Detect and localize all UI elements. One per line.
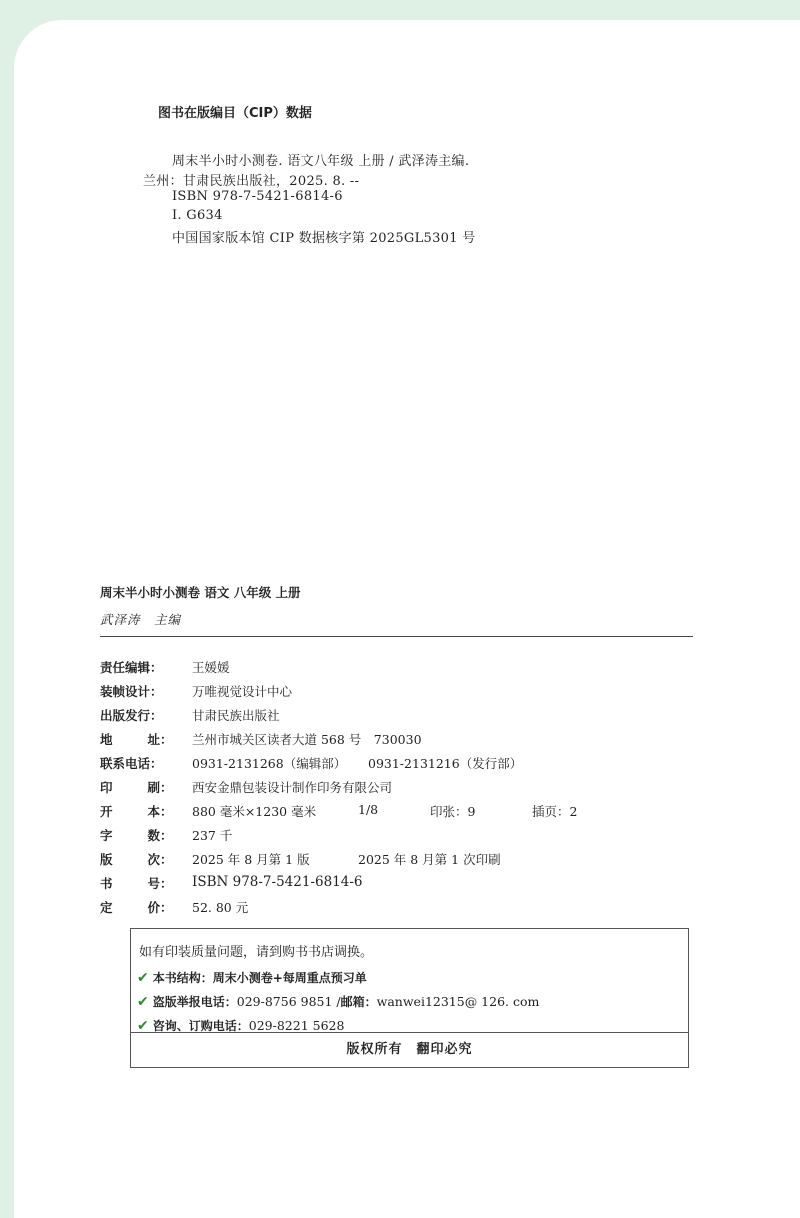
info-value: 西安金鼎包装设计制作印务有限公司 <box>192 780 393 795</box>
info-label: 版 次 ： <box>100 852 173 867</box>
info-value: 237 千 <box>192 828 233 843</box>
info-value-sheets: 印张：9 <box>430 804 476 819</box>
email-value: wanwei12315@ 126. com <box>376 994 540 1009</box>
structure-label: 本书结构： <box>152 971 213 985</box>
order-label: 咨询、订购电话： <box>152 1019 249 1033</box>
info-label: 责任编辑： <box>100 660 163 675</box>
notice-quality: 如有印装质量问题，请到购书书店调换。 <box>139 945 374 960</box>
piracy-value: 029-8756 9851 / <box>236 994 341 1009</box>
book-title: 周末半小时小测卷 语文 八年级 上册 <box>100 585 301 600</box>
info-value-size: 880 毫米×1230 毫米 <box>192 804 317 819</box>
info-label: 印 刷 ： <box>100 780 173 795</box>
notice-structure <box>137 969 367 986</box>
info-label: 定 价 ： <box>100 900 173 915</box>
info-label: 书 号 ： <box>100 876 173 891</box>
info-value-printing: 2025 年 8 月第 1 次印刷 <box>358 852 501 867</box>
info-label: 联系电话： <box>100 756 163 771</box>
info-value: 王媛媛 <box>192 660 230 675</box>
cip-line-record: 中国国家版本馆 CIP 数据核字第 2025GL5301 号 <box>172 231 476 246</box>
structure-value: 周末小测卷+每周重点预习单 <box>212 971 367 985</box>
cip-line-title: 周末半小时小测卷. 语文八年级 上册 / 武泽涛主编. <box>172 154 470 169</box>
info-label: 装帧设计： <box>100 684 163 699</box>
info-value-fold: 1/8 <box>358 802 379 817</box>
info-value-edition: 2025 年 8 月第 1 版 <box>192 852 310 867</box>
info-value-distribution: 0931-2131216（发行部） <box>368 756 523 771</box>
email-label: 邮箱： <box>340 995 377 1009</box>
info-value-editorial: 0931-2131268（编辑部） <box>192 756 347 771</box>
copyright-footer: 版权所有 翻印必究 <box>131 1032 688 1067</box>
cip-line-isbn: ISBN 978-7-5421-6814-6 <box>172 189 343 204</box>
book-editor: 武泽涛 主编 <box>100 612 182 627</box>
check-icon: ✔ <box>137 993 149 1010</box>
info-label: 出版发行： <box>100 708 163 723</box>
info-value: 52. 80 元 <box>192 900 249 915</box>
piracy-label: 盗版举报电话： <box>152 995 237 1009</box>
order-value: 029-8221 5628 <box>248 1018 345 1033</box>
notice-box <box>130 928 689 1068</box>
info-label: 地 址 ： <box>100 732 173 747</box>
info-value: 甘肃民族出版社 <box>192 708 280 723</box>
info-value: 兰州市城关区读者大道 568 号 730030 <box>192 732 422 747</box>
divider <box>100 636 693 637</box>
info-value: 万唯视觉设计中心 <box>192 684 293 699</box>
notice-piracy <box>137 993 539 1010</box>
info-value-inserts: 插页：2 <box>532 804 578 819</box>
cip-line-classification: Ⅰ. G634 <box>172 208 223 223</box>
check-icon: ✔ <box>137 969 149 986</box>
info-label: 字 数 ： <box>100 828 173 843</box>
info-value: ISBN 978-7-5421-6814-6 <box>192 874 363 890</box>
check-icon: ✔ <box>137 1017 149 1034</box>
cip-title: 图书在版编目（CIP）数据 <box>158 106 312 121</box>
info-label: 开 本 ： <box>100 804 173 819</box>
cip-line-publisher: 兰州：甘肃民族出版社，2025. 8. -- <box>143 174 360 189</box>
